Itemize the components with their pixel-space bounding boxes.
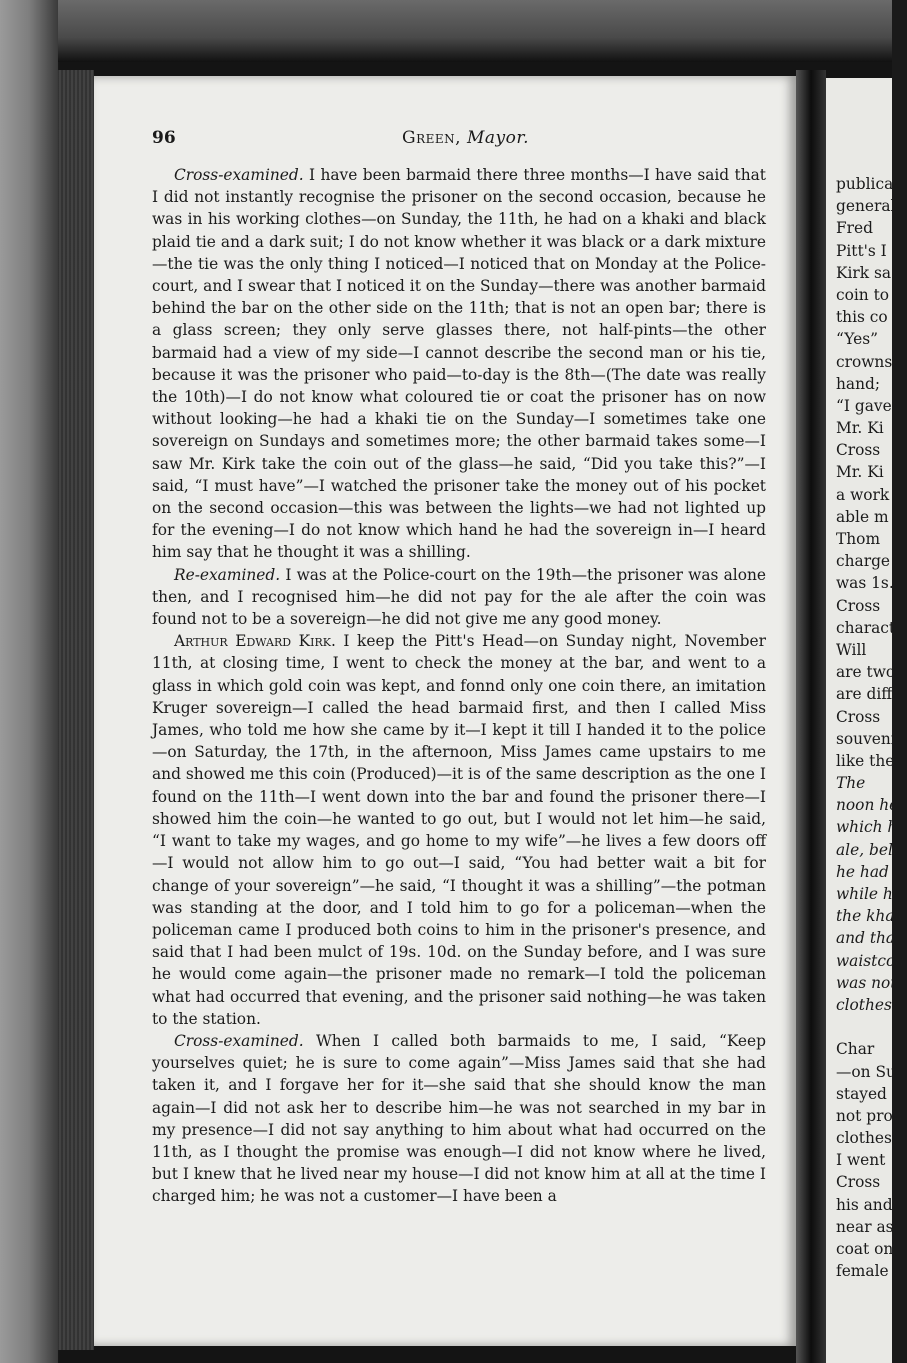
- right-page-line: clothes—: [836, 1129, 907, 1148]
- right-page-line: coin to: [836, 285, 890, 304]
- right-page-line: crowns: [836, 352, 893, 371]
- right-page-line: I went: [836, 1151, 886, 1170]
- page-header: [152, 128, 762, 152]
- right-page-line: Pitt's I: [836, 241, 887, 260]
- right-page-line: female c: [836, 1262, 903, 1281]
- scan-top-edge: [0, 0, 892, 62]
- paragraph-text: I was at the Police-court on the 19th—the prisoner was alone then, and I recognised him—he did not pay for the ale after the coin was found not to be a sovereign—he did not give me any good money.: [152, 565, 766, 629]
- right-page-line: his and: [836, 1195, 893, 1214]
- right-page-line: coat on;: [836, 1240, 899, 1258]
- right-page-lines: [836, 173, 907, 1282]
- right-page-line: Thom: [836, 530, 881, 548]
- right-page-line: a work: [836, 485, 890, 504]
- right-page-line: Cross: [836, 707, 881, 726]
- right-page-line: Cross: [836, 441, 881, 460]
- right-page-line: Kirk sa: [836, 263, 892, 282]
- right-page-line: general: [836, 197, 896, 216]
- right-page-line: Char: [836, 1040, 875, 1059]
- running-head: Green, Mayor.: [402, 128, 529, 148]
- right-page-line: The: [836, 774, 866, 793]
- running-head-surname: Green: [402, 128, 456, 148]
- right-page-line: charact: [836, 618, 896, 637]
- paragraph-witness-kirk: [152, 630, 766, 1030]
- paragraph-text: When I called both barmaids to me, I said, “Keep yourselves quiet; he is sure to come again”—Miss James said that she had taken it, and I forgave her for it—she said that she should know the man again—I did not ask her to describe him—he was not searched in my bar in my presence—I did not say anything to him about what had occurred on the 11th, as I thought the promise was enough—I did not know where he lived, but I knew that he lived near my house—I did not know him at all at the time I charged him; he was not a customer—I have been a: [152, 1031, 766, 1206]
- paragraph-text: I have been barmaid there three months—I have said that I did not instantly recognise the prisoner on the second occasion, because he was in his working clothes—on Sunday, the 11th, he had on a khaki and black plaid tie and a dark suit; I do not know whether it was black or a dark mixture—the tie was the only thing I noticed—I noticed that on Monday at the Police-court, and I swear that I noticed it on the Sunday—there was another barmaid behind the bar on the other side on the 11th; that is not an open bar; there is a glass screen; they only serve glasses there, not half-pints—the other barmaid had a view of my side—I cannot describe the second man or his tie, because it was the prisoner who paid—to-day is the 8th—(The date was really the 10th)—I do not know what coloured tie or coat the prisoner has on now without looking—he had a khaki tie on the Sunday—I sometimes take one sovereign on Sundays and sometimes more; the other barmaid takes some—I saw Mr. Kirk take the coin out of the glass—he said, “Did you take this?”—I said, “I must have”—I watched the prisoner take the money out of his pocket on the second occasion—this was between the lights—we had not lighted up for the evening—I do not know which hand he had the sovereign in—I heard him say that he thought it was a shilling.: [152, 166, 766, 562]
- right-page-line: and tha: [836, 929, 896, 948]
- book-page-edges: [58, 70, 94, 1350]
- right-page-line: Mr. Ki: [836, 419, 884, 438]
- right-page-line: not prop: [836, 1106, 903, 1125]
- right-page-line: souveni: [836, 729, 896, 748]
- body-text: [152, 164, 766, 1208]
- right-page-line: was not: [836, 973, 897, 992]
- right-page-line: [836, 1016, 907, 1038]
- right-page-line: charge: [836, 552, 891, 571]
- right-page-line: he had: [836, 862, 889, 881]
- running-head-title: Mayor.: [466, 128, 529, 148]
- paragraph-lead: Cross-examined.: [174, 166, 304, 184]
- right-page-line: Fred: [836, 219, 873, 238]
- right-page-line: was 1s.: [836, 574, 894, 593]
- right-page-line: while h: [836, 885, 893, 903]
- right-page-line: publica: [836, 175, 894, 193]
- right-page-line: this co: [836, 308, 888, 327]
- paragraph-cross-examined-barmaid: [152, 164, 766, 564]
- right-page-line: waistcoa: [836, 951, 905, 970]
- page-number: 96: [152, 128, 176, 148]
- paragraph-re-examined: [152, 564, 766, 631]
- paragraph-text: I keep the Pitt's Head—on Sunday night, November 11th, at closing time, I went to check the money at the bar, and went to a glass in which gold coin was kept, and fonnd only one coin there, an imitation Kruger sovereign—I called the head barmaid first, and then I called Miss James, who told me how she came by it—I kept it till I handed it to the police—on Saturday, the 17th, in the afternoon, Miss James came upstairs to me and showed me this coin (Produced)—it is of the same description as the one I found on the 11th—I went down into the bar and found the prisoner there—I showed him the coin—he wanted to go out, but I would not let him—he said, “I want to take my wages, and go home to my wife”—he lives a few doors off—I would not allow him to go out—I said, “You had better wait a bit for change of your sovereign”—he said, “I thought it was a shilling”—the potman was standing at the door, and I told him to go for a policeman—when the policeman came I produced both coins to him in the prisoner's presence, and said that I had been mulct of 19s. 10d. on the Sunday before, and I was sure he would come again—the prisoner made no remark—I told the policeman what had occurred that evening, and the prisoner said nothing—he was taken to the station.: [152, 632, 766, 1028]
- book-gutter: [796, 70, 826, 1363]
- right-page-line: near as: [836, 1217, 894, 1236]
- right-page-line: Mr. Ki: [836, 463, 884, 482]
- right-page-fragment: [826, 78, 907, 1363]
- right-page-line: like the: [836, 751, 895, 770]
- right-page-line: Will: [836, 640, 867, 659]
- right-page-line: noon he: [836, 796, 899, 815]
- right-page-line: —on Su: [836, 1062, 896, 1081]
- paragraph-lead: Re-examined.: [174, 565, 281, 584]
- right-page-line: stayed t: [836, 1084, 898, 1103]
- right-page-line: “Yes”: [836, 330, 878, 349]
- right-page-line: are two: [836, 663, 896, 682]
- right-page-line: able m: [836, 507, 889, 526]
- paragraph-cross-examined-kirk: [152, 1030, 766, 1208]
- witness-name: Arthur Edward Kirk.: [174, 632, 336, 651]
- right-page-line: ale, beli: [836, 840, 898, 859]
- right-page-line: which h: [836, 818, 898, 837]
- left-page: [94, 76, 796, 1346]
- paragraph-lead: Cross-examined.: [174, 1031, 304, 1050]
- right-page-line: Cross: [836, 596, 881, 615]
- right-page-line: are diff: [836, 685, 893, 704]
- right-page-line: hand;: [836, 374, 881, 393]
- right-page-line: “I gave: [836, 396, 892, 415]
- right-page-line: Cross: [836, 1173, 881, 1192]
- right-page-line: clothes.: [836, 995, 897, 1014]
- right-page-line: the khak: [836, 907, 904, 926]
- scan-left-margin: [0, 0, 58, 1363]
